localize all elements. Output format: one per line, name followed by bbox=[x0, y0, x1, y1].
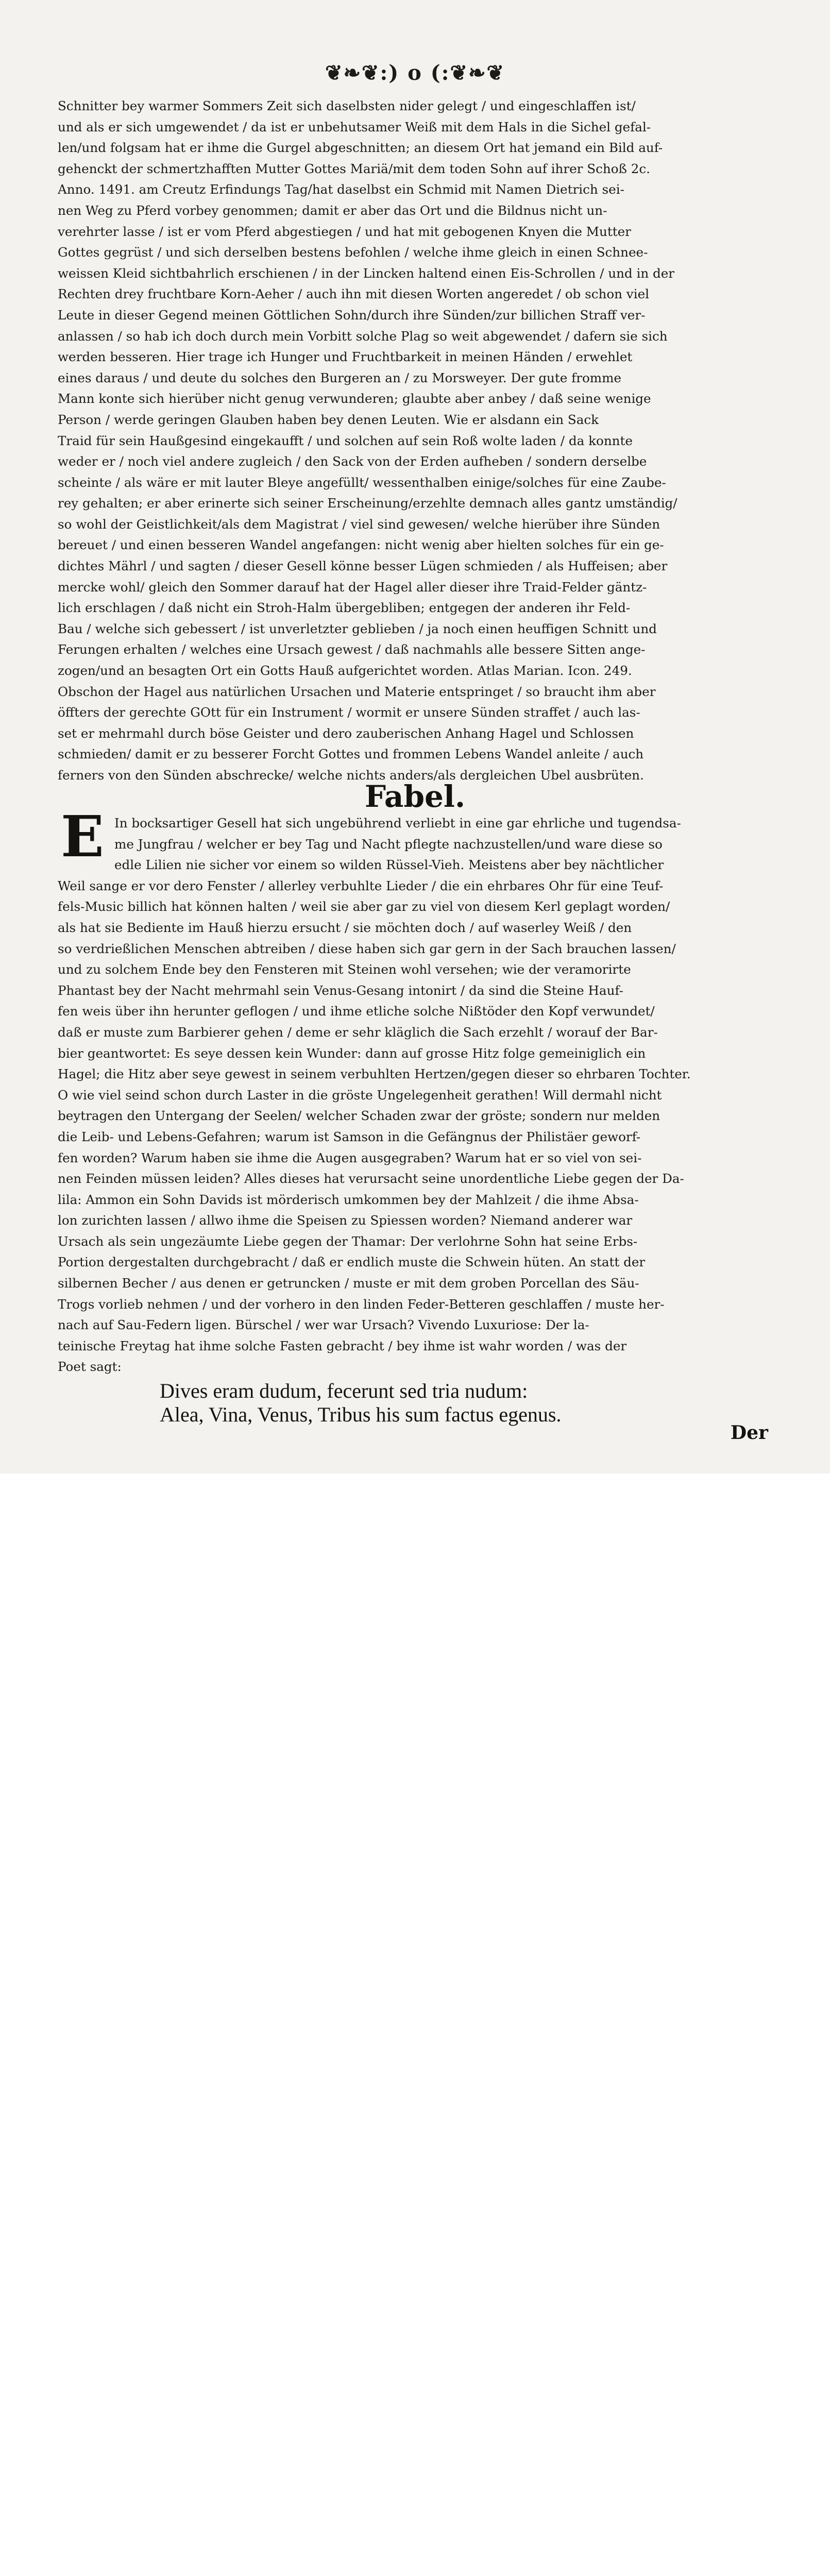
fabel-text-line: so verdrießlichen Menschen abtreiben / diese haben sich gar gern in der Sach brauchen lassen/ bbox=[58, 941, 676, 956]
text-line: set er mehrmahl durch böse Geister und dero zauberischen Anhang Hagel und Schlossen bbox=[58, 725, 634, 741]
text-line: öffters der gerechte GOtt für ein Instrument / wormit er unsere Sünden straffet / auch las- bbox=[58, 705, 640, 720]
fabel-text-line: fels-Music billich hat können halten / weil sie aber gar zu viel von diesem Kerl geplagt worden/ bbox=[58, 899, 670, 914]
text-line: Obschon der Hagel aus natürlichen Ursachen und Materie entspringet / so braucht ihm aber bbox=[58, 684, 656, 699]
text-line: rey gehalten; er aber erinerte sich seiner Erscheinung/erzehlte demnach alles gantz umständig/ bbox=[58, 496, 677, 511]
text-line: so wohl der Geistlichkeit/als dem Magistrat / viel sind gewesen/ welche hierüber ihre Sünden bbox=[58, 516, 660, 532]
text-line: scheinte / als wäre er mit lauter Bleye angefüllt/ wessenthalben einige/solches für eine Zaube- bbox=[58, 474, 666, 490]
text-line: weissen Kleid sichtbahrlich erschienen / in der Lincken haltend einen Eis-Schrollen / und in der bbox=[58, 265, 675, 281]
text-line: zogen/und an besagten Ort ein Gotts Hauß aufgerichtet worden. Atlas Marian. Icon. 249. bbox=[58, 663, 632, 679]
fabel-text-line: als hat sie Bediente im Hauß hierzu ersucht / sie möchten doch / auf waserley Weiß / den bbox=[58, 920, 632, 935]
drop-cap-initial: E bbox=[61, 803, 104, 870]
fabel-text-line: O wie viel seind schon durch Laster in die gröste Ungelegenheit gerathen! Will dermahl nicht bbox=[58, 1087, 662, 1103]
main-text-block bbox=[58, 96, 758, 786]
fabel-text-line: beytragen den Untergang der Seelen/ welcher Schaden zwar der gröste; sondern nur melden bbox=[58, 1108, 660, 1124]
fabel-text-line: teinische Freytag hat ihme solche Fasten gebracht / bey ihme ist wahr worden / was der bbox=[58, 1338, 627, 1353]
fabel-text-line: bier geantwortet: Es seye dessen kein Wunder: dann auf grosse Hitz folge gemeiniglich ein bbox=[58, 1045, 646, 1061]
fabel-text-line: Ursach als sein ungezäumte Liebe gegen der Thamar: Der verlohrne Sohn hat seine Erbs- bbox=[58, 1233, 638, 1249]
text-line: dichtes Mährl / und sagten / dieser Gesell könne besser Lügen schmieden / als Huffeisen; aber bbox=[58, 558, 668, 574]
text-line: Rechten drey fruchtbare Korn-Aeher / auch ihn mit diesen Worten angeredet / ob schon viel bbox=[58, 286, 649, 302]
text-line: ferners von den Sünden abschrecke/ welche nichts anders/als dergleichen Ubel ausbrüten. bbox=[58, 768, 644, 783]
text-line: schmieden/ damit er zu besserer Forcht Gottes und frommen Lebens Wandel anleite / auch bbox=[58, 747, 644, 762]
text-line: Mann konte sich hierüber nicht genug verwunderen; glaubte aber anbey / daß seine wenige bbox=[58, 391, 651, 406]
text-line: bereuet / und einen besseren Wandel angefangen: nicht wenig aber hielten solches für ein ge- bbox=[58, 537, 664, 553]
viewer-footer bbox=[0, 1473, 830, 1528]
fabel-text-line: In bocksartiger Gesell hat sich ungebührend verliebt in eine gar ehrliche und tugendsa- bbox=[114, 816, 681, 831]
text-line: Traid für sein Haußgesind eingekaufft / und solchen auf sein Roß wolte laden / da konnte bbox=[58, 433, 633, 448]
text-line: Ferungen erhalten / welches eine Ursach gewest / daß nachmahls alle bessere Sitten ange- bbox=[58, 642, 646, 657]
text-line: Schnitter bey warmer Sommers Zeit sich daselbsten nider gelegt / und eingeschlaffen ist/ bbox=[58, 98, 636, 113]
fabel-text-line: Hagel; die Hitz aber seye gewest in seinem verbuhlten Hertzen/gegen dieser so ehrbaren Tochter. bbox=[58, 1066, 691, 1082]
fabel-text-line: nach auf Sau-Federn ligen. Bürschel / wer war Ursach? Vivendo Luxuriose: Der la- bbox=[58, 1317, 589, 1333]
text-line: verehrter lasse / ist er vom Pferd abgestiegen / und hat mit gebogenen Knyen die Mutter bbox=[58, 224, 631, 239]
fabel-text-line: me Jungfrau / welcher er bey Tag und Nacht pflegte nachzustellen/und ware diese so bbox=[114, 836, 663, 852]
fabel-text-line: und zu solchem Ende bey den Fensteren mit Steinen wohl versehen; wie der veramorirte bbox=[58, 962, 631, 977]
catchword: Der bbox=[730, 1422, 768, 1444]
text-line: Gottes gegrüst / und sich derselben bestens befohlen / welche ihme gleich in einen Schnee- bbox=[58, 245, 648, 260]
fabel-text-line: Trogs vorlieb nehmen / und der vorhero in den linden Feder-Betteren geschlaffen / muste her- bbox=[58, 1296, 665, 1312]
text-line: eines daraus / und deute du solches den Burgeren an / zu Morsweyer. Der gute fromme bbox=[58, 370, 621, 385]
text-line: mercke wohl/ gleich den Sommer darauf hat der Hagel aller dieser ihre Traid-Felder gäntz- bbox=[58, 579, 647, 595]
fabel-text-line: silbernen Becher / aus denen er getruncken / muste er mit dem groben Porcellan des Säu- bbox=[58, 1276, 639, 1291]
text-line: gehenckt der schmertzhafften Mutter Gottes Mariä/mit dem toden Sohn auf ihrer Schoß 2c. bbox=[58, 161, 650, 176]
fabel-heading: Fabel. bbox=[364, 779, 466, 814]
text-line: nen Weg zu Pferd vorbey genommen; damit er aber das Ort und die Bildnus nicht un- bbox=[58, 202, 607, 218]
fabel-text-line: edle Lilien nie sicher vor einem so wilden Rüssel-Vieh. Meistens aber bey nächtlicher bbox=[114, 857, 664, 873]
fabel-text-line: lila: Ammon ein Sohn Davids ist mörderisch umkommen bey der Mahlzeit / die ihme Absa- bbox=[58, 1192, 639, 1207]
fabel-text-line: fen worden? Warum haben sie ihme die Augen ausgegraben? Warum hat er so viel von sei- bbox=[58, 1150, 642, 1165]
text-line: und als er sich umgewendet / da ist er unbehutsamer Weiß mit dem Hals in die Sichel gefal- bbox=[58, 119, 651, 134]
text-line: len/und folgsam hat er ihme die Gurgel abgeschnitten; an diesem Ort hat jemand ein Bild auf- bbox=[58, 140, 663, 156]
fabel-text-line: die Leib- und Lebens-Gefahren; warum ist Samson in die Gefängnus der Philistäer geworf- bbox=[58, 1129, 641, 1144]
fabel-text-line: Portion dergestalten durchgebracht / daß er endlich muste die Schwein hüten. An statt der bbox=[58, 1255, 646, 1270]
text-line: Anno. 1491. am Creutz Erfindungs Tag/hat daselbst ein Schmid mit Namen Dietrich sei- bbox=[58, 182, 624, 197]
fabel-text-line: Weil sange er vor dero Fenster / allerley verbuhlte Lieder / die ein ehrbares Ohr für eine Teuf- bbox=[58, 878, 664, 893]
verse-line-1: Dives eram dudum, fecerunt sed tria nudum: bbox=[160, 1379, 528, 1402]
fabel-text-line: daß er muste zum Barbierer gehen / deme er sehr kläglich die Sach erzehlt / worauf der Bar- bbox=[58, 1024, 658, 1040]
fabel-text-block bbox=[58, 803, 758, 1378]
fabel-text-line: Phantast bey der Nacht mehrmahl sein Venus-Gesang intonirt / da sind die Steine Hauf- bbox=[58, 982, 623, 998]
fabel-text-line: Poet sagt: bbox=[58, 1359, 122, 1375]
text-line: Person / werde geringen Glauben haben bey denen Leuten. Wie er alsdann ein Sack bbox=[58, 412, 599, 427]
text-line: weder er / noch viel andere zugleich / den Sack von der Erden aufheben / sondern derselbe bbox=[58, 454, 647, 469]
text-line: lich erschlagen / daß nicht ein Stroh-Halm übergebliben; entgegen der anderen ihr Feld- bbox=[58, 600, 631, 616]
text-line: Bau / welche sich gebessert / ist unverletzter geblieben / ja noch einen heuffigen Schnitt und bbox=[58, 621, 657, 636]
text-line: Leute in dieser Gegend meinen Göttlichen Sohn/durch ihre Sünden/zur billichen Straff ver- bbox=[58, 307, 646, 323]
verse-line-2: Alea, Vina, Venus, Tribus his sum factus egenus. bbox=[160, 1403, 562, 1426]
fabel-text-line: nen Feinden müssen leiden? Alles dieses hat verursacht seine unordentliche Liebe gegen der Da- bbox=[58, 1171, 684, 1187]
fabel-text-line: fen weis über ihn herunter geflogen / und ihme etliche solche Nißtöder den Kopf verwundet/ bbox=[58, 1004, 655, 1019]
fabel-text-line: lon zurichten lassen / allwo ihme die Speisen zu Spiessen worden? Niemand anderer war bbox=[58, 1213, 633, 1228]
page-header-ornament: ❦❧❦:) o (:❦❧❦ bbox=[325, 61, 505, 85]
text-line: anlassen / so hab ich doch durch mein Vorbitt solche Plag so weit abgewendet / dafern sie sich bbox=[58, 328, 668, 344]
text-line: werden besseren. Hier trage ich Hunger und Fruchtbarkeit in meinen Händen / erwehlet bbox=[58, 349, 633, 365]
